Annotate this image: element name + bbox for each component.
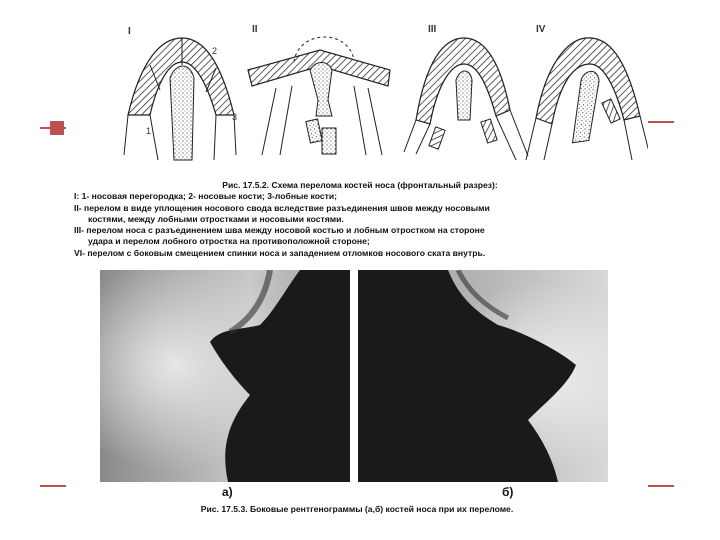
caption-line-5: удара и перелом лобного отростка на противоположной стороне; — [88, 236, 370, 247]
diagram-3 — [404, 38, 528, 160]
caption-line-6: VI- перелом с боковым смещением спинки носа и западением отломков носового ската внутрь. — [74, 247, 486, 258]
label-roman-3: III — [428, 24, 437, 35]
decor-line-right-top — [648, 121, 674, 123]
fracture-drawings — [66, 20, 648, 182]
caption-line-3: костями, между лобными отростками и носовыми костями. — [88, 213, 344, 224]
label-roman-4: IV — [536, 24, 546, 35]
label-roman-1: I — [128, 26, 131, 37]
figure1-title: Рис. 17.5.2. Схема перелома костей носа (фронтальный разрез): — [222, 180, 498, 190]
scanned-page — [66, 20, 648, 520]
label-roman-2: II — [252, 24, 258, 35]
fracture-diagram — [66, 20, 648, 182]
xray-label-a: а) — [222, 485, 233, 499]
caption-line-1: I: 1- носовая перегородка; 2- носовые кости; 3-лобные кости; — [74, 191, 337, 202]
diagram-1 — [124, 38, 236, 160]
xray-image-a — [100, 270, 350, 482]
decor-line-right-bottom — [648, 485, 674, 487]
caption-line-4: III- перелом носа с разъединением шва между носовой костью и лобным отростком на стороне — [74, 225, 485, 236]
xray-label-b: б) — [502, 485, 514, 499]
figure2-caption: Рис. 17.5.3. Боковые рентгенограммы (а,б) костей носа при их переломе. — [200, 504, 514, 514]
label-part-1: 1 — [146, 126, 152, 136]
label-part-3: 3 — [232, 112, 238, 122]
figure1-caption — [74, 180, 646, 259]
decor-square — [50, 121, 64, 135]
diagram-2 — [248, 37, 390, 155]
caption-line-2: II- перелом в виде уплощения носового свода вследствие разъединения швов между носовыми — [74, 202, 490, 213]
xray-image-b — [358, 270, 608, 482]
label-part-2: 2 — [212, 46, 218, 56]
decor-line-left-bottom — [40, 485, 66, 487]
diagram-4 — [526, 38, 648, 160]
